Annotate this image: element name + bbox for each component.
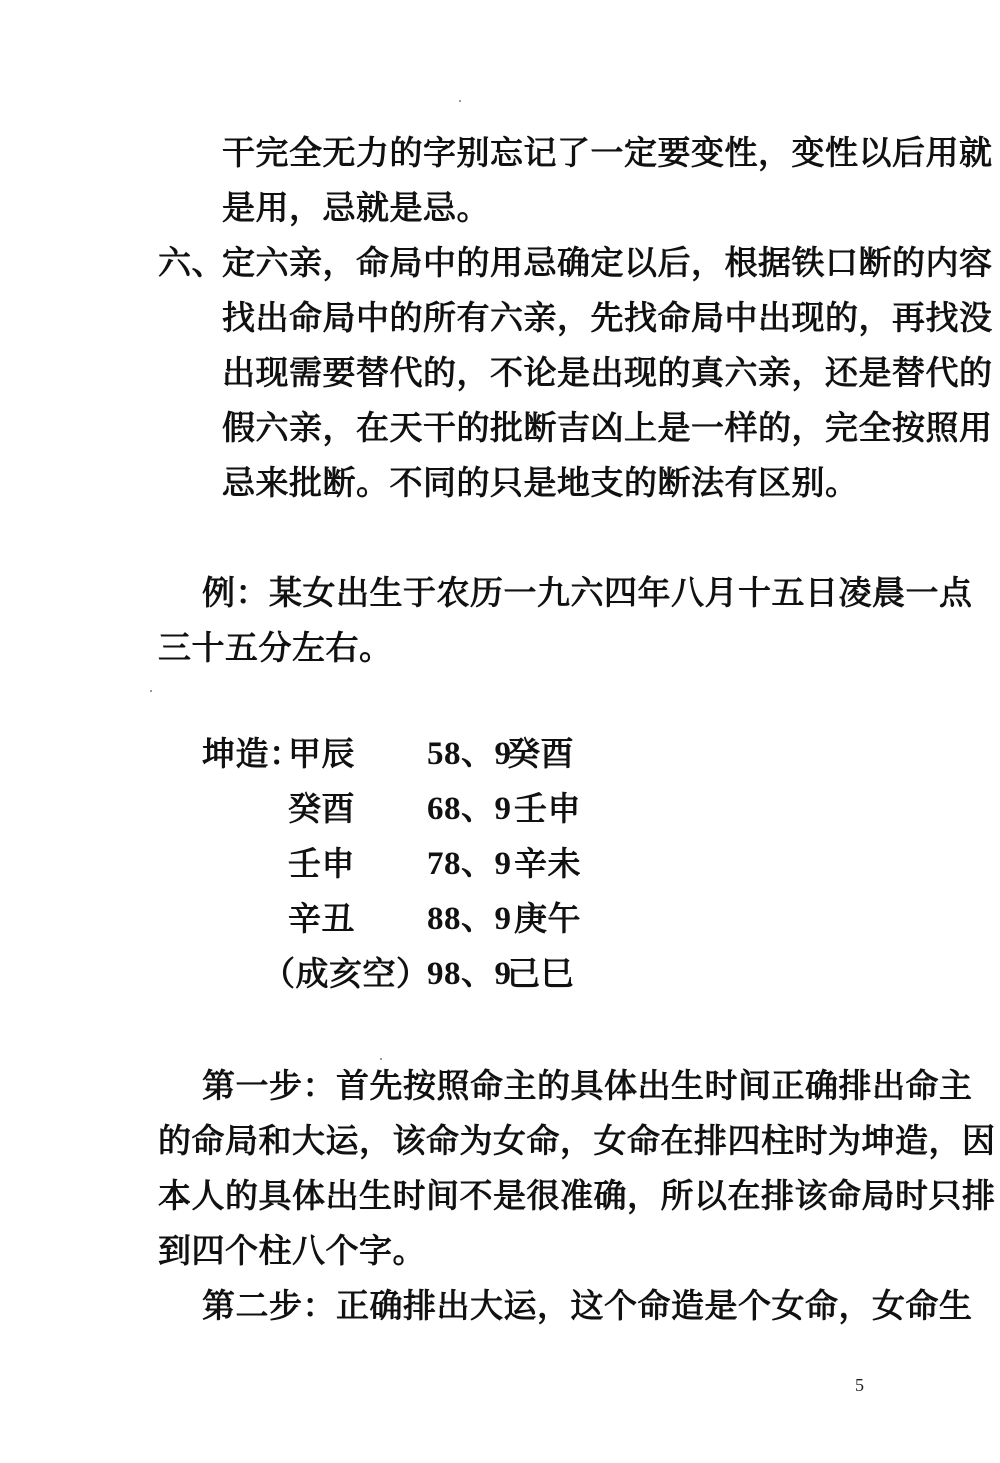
section-marker: 六、 — [158, 243, 225, 282]
pillar-hour: 辛丑 — [288, 899, 355, 938]
text-line: 忌来批断。不同的只是地支的断法有区别。 — [222, 463, 859, 502]
luck-ganzhi: 癸酉 — [507, 734, 574, 773]
scan-speck — [150, 690, 152, 692]
page-number: 5 — [855, 1375, 864, 1395]
text-line: 第二步：正确排出大运，这个命造是个女命，女命生 — [202, 1286, 973, 1325]
text-line: 假六亲，在天干的批断吉凶上是一样的，完全按照用 — [222, 408, 993, 447]
pillar-month: 癸酉 — [288, 789, 355, 828]
luck-age: 68、9 — [427, 791, 512, 827]
luck-ganzhi: 壬申 — [514, 789, 581, 828]
text-line: 是用，忌就是忌。 — [222, 188, 490, 227]
pillar-day: 壬申 — [288, 844, 355, 883]
luck-ganzhi: 庚午 — [514, 899, 581, 938]
text-line: 到四个柱八个字。 — [158, 1231, 426, 1270]
scan-speck — [380, 1058, 382, 1060]
luck-age: 98、9 — [427, 956, 512, 992]
text-line: 出现需要替代的，不论是出现的真六亲，还是替代的 — [222, 353, 993, 392]
text-line: 例：某女出生于农历一九六四年八月十五日凌晨一点 — [202, 573, 973, 612]
scan-speck — [459, 100, 461, 102]
text-line: 三十五分左右。 — [158, 628, 393, 667]
luck-age: 58、9 — [427, 736, 512, 772]
chart-label: 坤造： — [202, 734, 303, 773]
text-line: 本人的具体出生时间不是很准确，所以在排该命局时只排 — [158, 1176, 996, 1215]
text-line: 干完全无力的字别忘记了一定要变性，变性以后用就 — [222, 133, 993, 172]
text-line: 的命局和大运，该命为女命，女命在排四柱时为坤造，因 — [158, 1121, 996, 1160]
luck-ganzhi: 辛未 — [514, 844, 581, 883]
void-note: （成亥空） — [262, 954, 430, 993]
pillar-year: 甲辰 — [288, 734, 355, 773]
luck-ganzhi: 己巳 — [507, 954, 574, 993]
text-line: 找出命局中的所有六亲，先找命局中出现的，再找没 — [222, 298, 993, 337]
luck-age: 88、9 — [427, 901, 512, 937]
text-line: 第一步：首先按照命主的具体出生时间正确排出命主 — [202, 1066, 973, 1105]
text-line: 定六亲，命局中的用忌确定以后，根据铁口断的内容 — [222, 243, 993, 282]
luck-age: 78、9 — [427, 846, 512, 882]
